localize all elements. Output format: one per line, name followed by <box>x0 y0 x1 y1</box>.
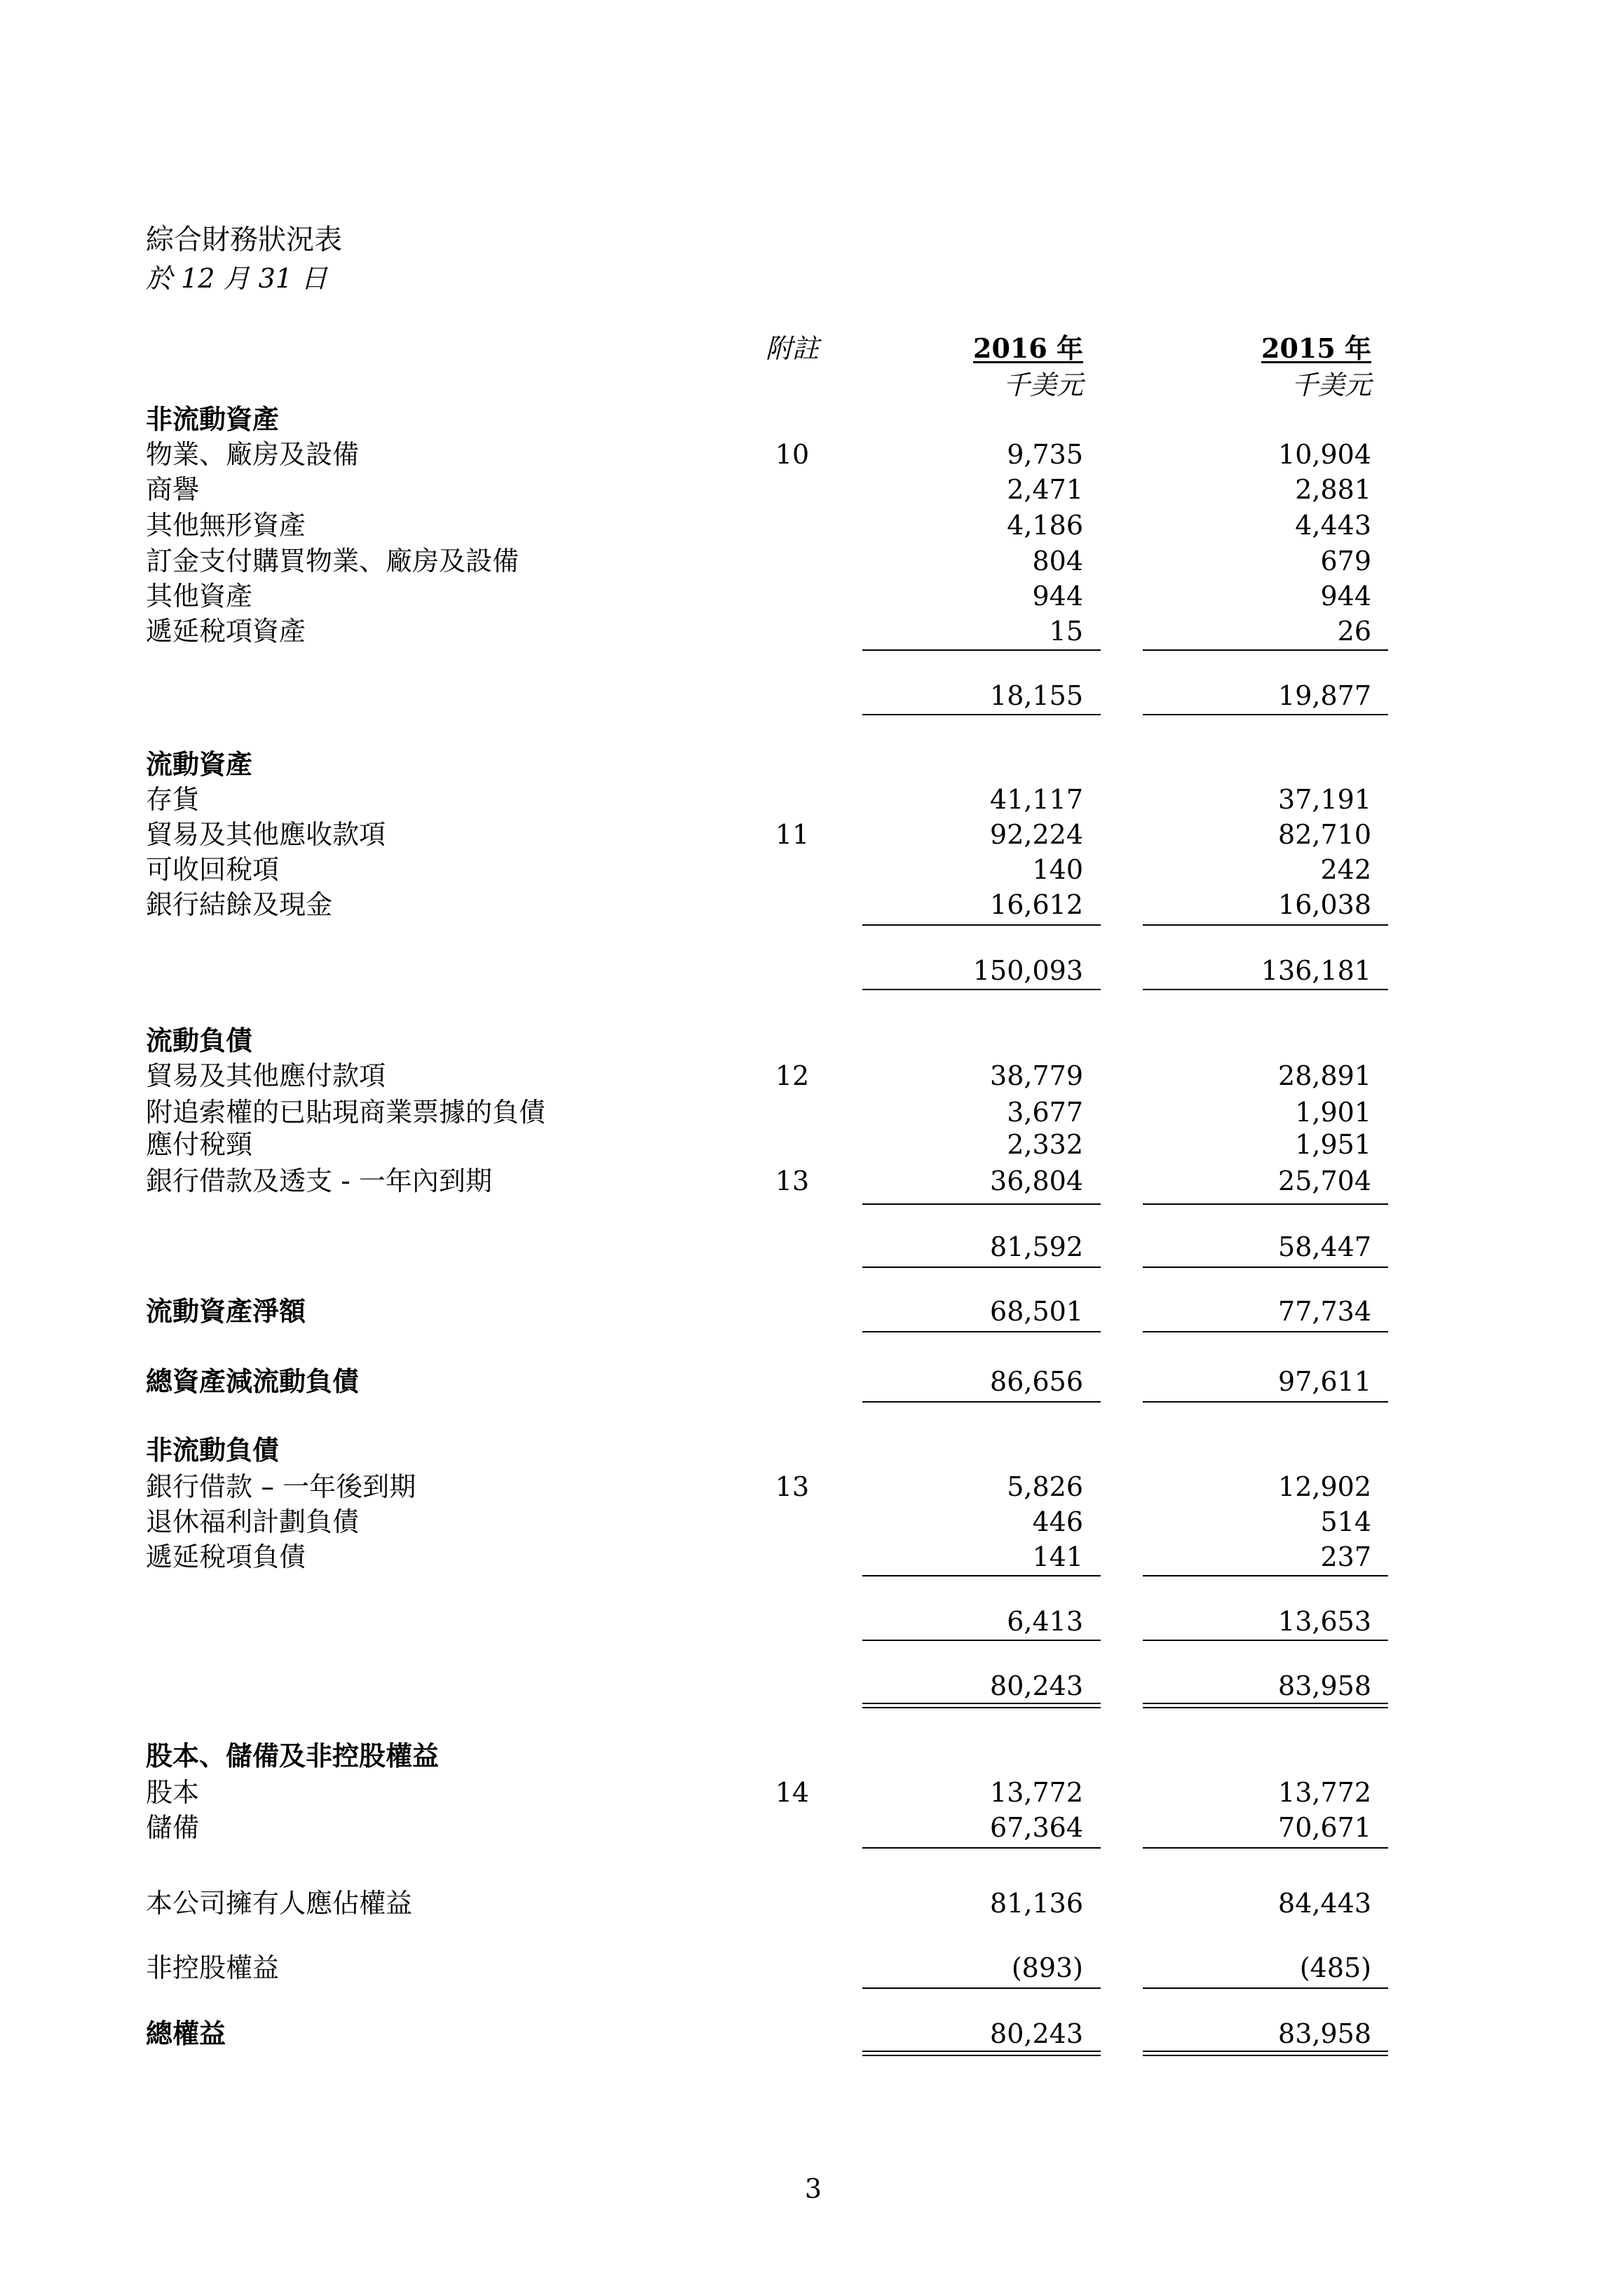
value-2015: 12,902 <box>1278 1471 1371 1502</box>
row-note: 10 <box>775 439 810 470</box>
value-2015: 13,772 <box>1278 1777 1371 1808</box>
table-row <box>0 856 1623 891</box>
row-note: 11 <box>775 819 810 850</box>
total-rule <box>1143 714 1388 715</box>
total-rule <box>862 1331 1101 1332</box>
row-label: 非流動資產 <box>146 404 280 435</box>
page-number: 3 <box>804 2173 822 2204</box>
value-2015: 84,443 <box>1278 1888 1371 1919</box>
subtotal-rule <box>1143 1575 1388 1576</box>
total-rule <box>1143 989 1388 990</box>
value-2016: 86,656 <box>990 1366 1083 1397</box>
value-2016: 41,117 <box>990 784 1083 815</box>
value-2015: 4,443 <box>1295 510 1371 541</box>
value-2016: 81,136 <box>990 1888 1083 1919</box>
total-rule <box>862 1267 1101 1268</box>
row-label: 其他無形資產 <box>146 510 306 541</box>
value-2015: (485) <box>1299 1952 1371 1983</box>
value-2016: 944 <box>1032 581 1083 612</box>
value-2015: 83,958 <box>1278 2018 1371 2049</box>
value-2016: 38,779 <box>990 1060 1083 1091</box>
value-2015: 83,958 <box>1278 1670 1371 1701</box>
total-assets-less-current-liabilities-row <box>0 1368 1623 1403</box>
total-equity-row <box>0 2020 1623 2055</box>
row-label: 流動資產 <box>146 749 253 780</box>
value-2016: 6,413 <box>1007 1606 1083 1637</box>
subtotal-rule <box>862 649 1101 651</box>
value-2015: 16,038 <box>1278 889 1371 920</box>
double-total-rule <box>1143 1703 1388 1708</box>
value-2015: 1,901 <box>1295 1097 1371 1128</box>
subtotal-row <box>0 1607 1623 1642</box>
table-row <box>0 511 1623 546</box>
total-rule <box>1143 1640 1388 1641</box>
table-row <box>0 547 1623 582</box>
section-heading <box>0 750 1623 785</box>
section-heading <box>0 1436 1623 1471</box>
value-2016: 16,612 <box>990 889 1083 920</box>
value-2016: 92,224 <box>990 819 1083 850</box>
value-2016: 18,155 <box>990 680 1083 711</box>
value-2015: 26 <box>1337 616 1371 647</box>
value-2015: 514 <box>1320 1506 1371 1537</box>
value-2016: 150,093 <box>972 955 1083 986</box>
subtotal-rule <box>862 924 1101 926</box>
page-title: 綜合財務狀況表 <box>146 224 342 256</box>
subtotal-rule <box>1143 1847 1388 1849</box>
note-column-header: 附註 <box>765 333 819 364</box>
total-rule <box>862 989 1101 990</box>
table-row <box>0 1062 1623 1097</box>
table-row <box>0 617 1623 652</box>
table-row <box>0 1543 1623 1578</box>
table-row <box>0 1778 1623 1814</box>
section-heading <box>0 405 1623 440</box>
value-2015: 136,181 <box>1261 955 1371 986</box>
double-total-rule <box>1143 2051 1388 2056</box>
row-note: 13 <box>775 1166 810 1196</box>
subtotal-rule <box>862 1203 1101 1205</box>
table-row <box>0 1167 1623 1202</box>
table-row <box>0 475 1623 511</box>
value-2016: 68,501 <box>990 1296 1083 1327</box>
value-2015: 679 <box>1320 546 1371 576</box>
row-label: 本公司擁有人應佔權益 <box>146 1888 413 1919</box>
value-2016: 5,826 <box>1007 1471 1083 1502</box>
value-2016: 446 <box>1032 1506 1083 1537</box>
total-rule <box>862 1640 1101 1641</box>
subtotal-row <box>0 1233 1623 1268</box>
table-row <box>0 440 1623 475</box>
net-current-assets-row <box>0 1297 1623 1332</box>
value-2015: 70,671 <box>1278 1812 1371 1843</box>
value-2016: 36,804 <box>990 1166 1083 1196</box>
value-2015: 2,881 <box>1295 474 1371 505</box>
value-2015: 97,611 <box>1278 1366 1371 1397</box>
subtotal-row <box>0 682 1623 717</box>
value-2015: 58,447 <box>1278 1231 1371 1262</box>
row-label: 貿易及其他應付款項 <box>146 1060 386 1091</box>
value-2015: 28,891 <box>1278 1060 1371 1091</box>
table-row <box>0 1508 1623 1543</box>
row-label: 其他資產 <box>146 581 253 612</box>
row-note: 12 <box>775 1060 810 1091</box>
value-2016: 3,677 <box>1007 1097 1083 1128</box>
subtotal-rule <box>1143 1987 1388 1989</box>
row-note: 14 <box>775 1777 810 1808</box>
value-2016: 15 <box>1049 616 1083 647</box>
year-2016-header: 2016 年 <box>973 332 1083 364</box>
unit-2016-header: 千美元 <box>1003 370 1083 400</box>
section-heading <box>0 1027 1623 1062</box>
value-2015: 37,191 <box>1278 784 1371 815</box>
subtotal-rule <box>1143 649 1388 651</box>
row-label: 附追索權的已貼現商業票據的負債 <box>146 1097 546 1128</box>
value-2016: (893) <box>1011 1952 1083 1983</box>
row-label: 遞延稅項負債 <box>146 1541 306 1572</box>
total-rule <box>862 714 1101 715</box>
value-2016: 13,772 <box>990 1777 1083 1808</box>
row-label: 流動資產淨額 <box>146 1296 306 1327</box>
row-label: 應付稅頸 <box>146 1129 253 1160</box>
row-label: 銀行借款及透支 - 一年內到期 <box>146 1166 492 1196</box>
section-heading <box>0 1742 1623 1777</box>
value-2016: 804 <box>1032 546 1083 576</box>
value-2015: 242 <box>1320 854 1371 885</box>
row-label: 總資產減流動負債 <box>146 1366 360 1397</box>
value-2016: 67,364 <box>990 1812 1083 1843</box>
subtotal-rule <box>862 1987 1101 1989</box>
subtotal-rule <box>862 1575 1101 1576</box>
total-rule <box>862 1401 1101 1403</box>
row-label: 遞延稅項資產 <box>146 616 306 647</box>
row-label: 存貨 <box>146 784 200 815</box>
table-row <box>0 1130 1623 1166</box>
row-label: 商譽 <box>146 474 200 505</box>
row-label: 物業、廠房及設備 <box>146 439 360 470</box>
value-2016: 80,243 <box>990 2018 1083 2049</box>
table-row <box>0 891 1623 926</box>
value-2015: 19,877 <box>1278 680 1371 711</box>
value-2015: 10,904 <box>1278 439 1371 470</box>
value-2015: 13,653 <box>1278 1606 1371 1637</box>
row-label: 股本 <box>146 1777 200 1808</box>
value-2016: 140 <box>1032 854 1083 885</box>
table-row <box>0 1814 1623 1849</box>
table-row <box>0 1954 1623 1989</box>
total-rule <box>1143 1267 1388 1268</box>
row-label: 貿易及其他應收款項 <box>146 819 386 850</box>
value-2016: 9,735 <box>1007 439 1083 470</box>
value-2016: 81,592 <box>990 1231 1083 1262</box>
value-2015: 944 <box>1320 581 1371 612</box>
row-label: 銀行結餘及現金 <box>146 889 333 920</box>
table-row <box>0 1473 1623 1508</box>
row-label: 儲備 <box>146 1812 200 1843</box>
subtotal-rule <box>862 1847 1101 1849</box>
value-2015: 1,951 <box>1295 1129 1371 1160</box>
subtotal-row <box>0 957 1623 992</box>
unit-2015-header: 千美元 <box>1291 370 1371 400</box>
value-2016: 4,186 <box>1007 510 1083 541</box>
table-row <box>0 1889 1623 1924</box>
row-label: 非流動負債 <box>146 1435 280 1466</box>
double-total-rule <box>862 2051 1101 2056</box>
table-row <box>0 785 1623 821</box>
table-row <box>0 1098 1623 1133</box>
subtotal-rule <box>1143 924 1388 926</box>
value-2016: 2,471 <box>1007 474 1083 505</box>
row-label: 訂金支付購買物業、廠房及設備 <box>146 546 520 576</box>
total-rule <box>1143 1401 1388 1403</box>
value-2015: 237 <box>1320 1541 1371 1572</box>
double-total-rule <box>862 1703 1101 1708</box>
value-2016: 2,332 <box>1007 1129 1083 1160</box>
value-2015: 77,734 <box>1278 1296 1371 1327</box>
value-2015: 25,704 <box>1278 1166 1371 1196</box>
row-label: 非控股權益 <box>146 1952 280 1983</box>
subtotal-rule <box>1143 1203 1388 1205</box>
row-note: 13 <box>775 1471 810 1502</box>
table-row <box>0 821 1623 856</box>
page-subtitle: 於 12 月 31 日 <box>146 263 328 294</box>
row-label: 銀行借款 – 一年後到期 <box>146 1471 416 1502</box>
total-rule <box>1143 1331 1388 1332</box>
value-2015: 82,710 <box>1278 819 1371 850</box>
row-label: 流動負債 <box>146 1025 253 1056</box>
row-label: 總權益 <box>146 2018 226 2049</box>
row-label: 可收回稅項 <box>146 854 280 885</box>
row-label: 退休福利計劃負債 <box>146 1506 360 1537</box>
year-2015-header: 2015 年 <box>1261 332 1371 364</box>
row-label: 股本、儲備及非控股權益 <box>146 1741 440 1771</box>
table-row <box>0 582 1623 617</box>
value-2016: 80,243 <box>990 1670 1083 1701</box>
value-2016: 141 <box>1032 1541 1083 1572</box>
net-assets-row <box>0 1672 1623 1707</box>
